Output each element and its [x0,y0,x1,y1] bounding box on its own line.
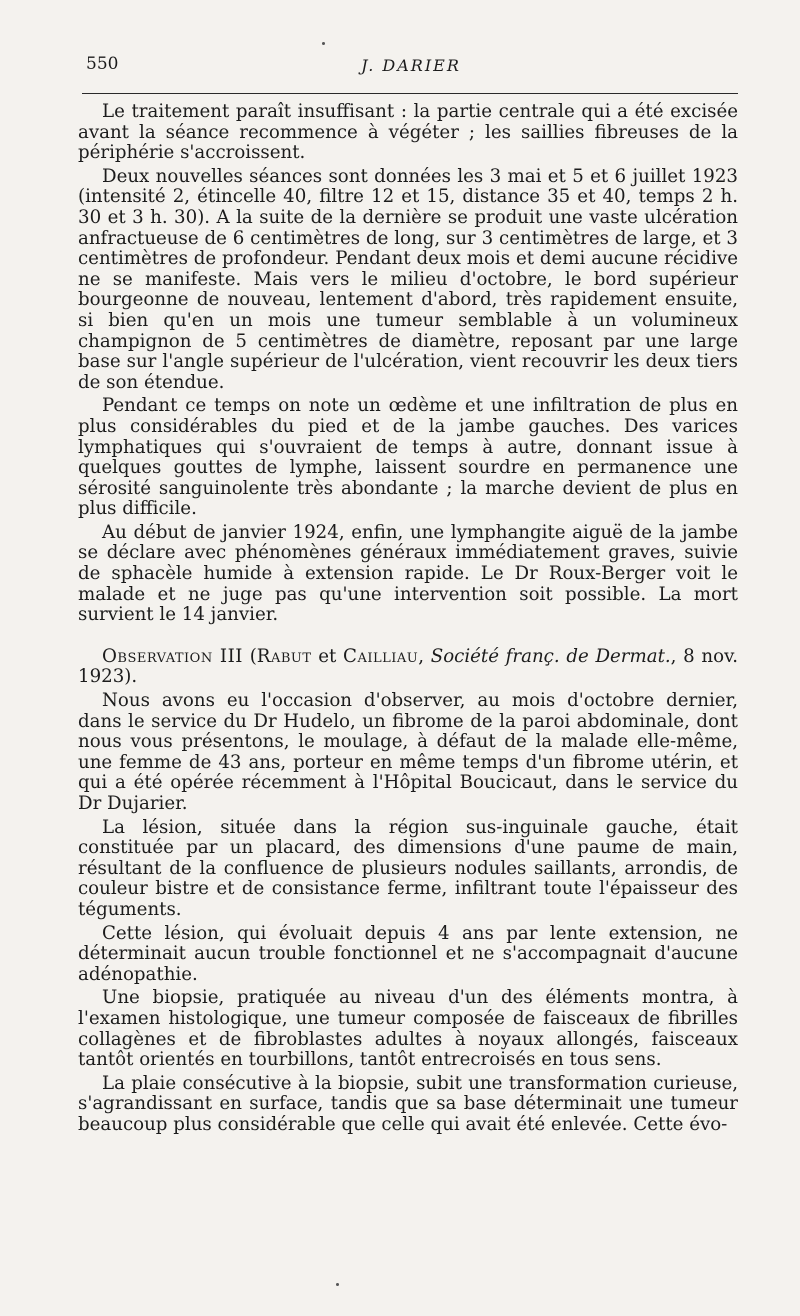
paragraph: Nous avons eu l'occasion d'observer, au mois d'octobre dernier, dans le service du Dr Hudelo, un fibrome de la paroi abdominale, dont nous vous présentons, le moulage, à défaut de la malade elle-même, une femme de 43 ans, porteur en même temps d'un fibrome utérin, et qui a été opérée récemment à l'Hôpital Boucicaut, dans le service du Dr Dujarier. [78,690,738,814]
journal-title: Société franç. de Dermat. [430,645,671,667]
paragraph: Pendant ce temps on note un œdème et une infiltration de plus en plus considérables du pied et de la jambe gauches. Des varices lymphatiques qui s'ouvraient de temps à autre, donnant issue à quelques gouttes de lymphe, laissent sourdre en permanence une sérosité sanguinolente très abondante ; la marche devient de plus en plus difficile. [78,395,738,520]
print-speck [322,42,325,45]
paragraph: Deux nouvelles séances sont données les 3 mai et 5 et 6 juillet 1923 (intensité 2, étincelle 40, filtre 12 et 15, distance 35 et 40, temps 2 h. 30 et 3 h. 30). A la suite de la dernière se produit une vaste ulcération anfractueuse de 6 centimètres de long, sur 3 centimètres de large, et 3 centimètres de profondeur. Pendant deux mois et demi aucune récidive ne se manifeste. Mais vers le milieu d'octobre, le bord supérieur bourgeonne de nouveau, lentement d'abord, très rapidement ensuite, si bien qu'en un mois une tumeur semblable à un volumineux champignon de 5 centimètres de diamètre, reposant par une large base sur l'angle supérieur de l'ulcération, vient recouvrir les deux tiers de son étendue. [78,165,738,393]
paren-open: ( [249,645,257,667]
paragraph: Une biopsie, pratiquée au niveau d'un des éléments montra, à l'examen histologique, une tumeur composée de faisceaux de fibrilles collagènes et de fibroblastes adultes à noyaux allongés, faisceaux tantôt orientés en tourbillons, tantôt entrecroisés en tous sens. [78,987,738,1071]
paragraph: Au début de janvier 1924, enfin, une lymphangite aiguë de la jambe se déclare avec phénomènes généraux immédiatement graves, suivie de sphacèle humide à extension rapide. Le Dr Roux-Berger voit le malade et ne juge pas qu'une intervention soit possible. La mort survient le 14 janvier. [78,521,738,626]
paragraph: La plaie consécutive à la biopsie, subit une transformation curieuse, s'agrandissant en surface, tandis que sa base déterminait une tumeur beaucoup plus considérable que celle qui avait été enlevée. Cette évo- [78,1072,738,1135]
conjunction: et [311,645,344,667]
running-title: J. DARIER [361,56,461,75]
author-rabut: Rabut [256,645,312,667]
page-number: 550 [86,54,119,74]
separator: , [418,645,431,667]
observation-date: , 8 nov. 1923). [78,645,738,688]
observation-heading [78,647,738,688]
body-text [78,102,738,1139]
page-header [86,52,736,92]
print-speck [336,1283,339,1286]
paragraph: Le traitement paraît insuffisant : la partie centrale qui a été excisée avant la séance recommence à végéter ; les saillies fibreuses de la périphérie s'accroissent. [78,101,738,164]
author-cailliau: Cailliau [343,645,419,667]
paragraph: La lésion, située dans la région sus-inguinale gauche, était constituée par un placard, des dimensions d'une paume de main, résultant de la confluence de plusieurs nodules saillants, arrondis, de couleur bistre et de consistance ferme, infiltrant toute l'épaisseur des téguments. [78,816,738,920]
paragraph: Cette lésion, qui évoluait depuis 4 ans par lente extension, ne déterminait aucun trouble fonctionnel et ne s'accompagnait d'aucune adénopathie. [78,922,738,985]
observation-label: Observation III [102,645,243,667]
header-rule [82,93,738,94]
